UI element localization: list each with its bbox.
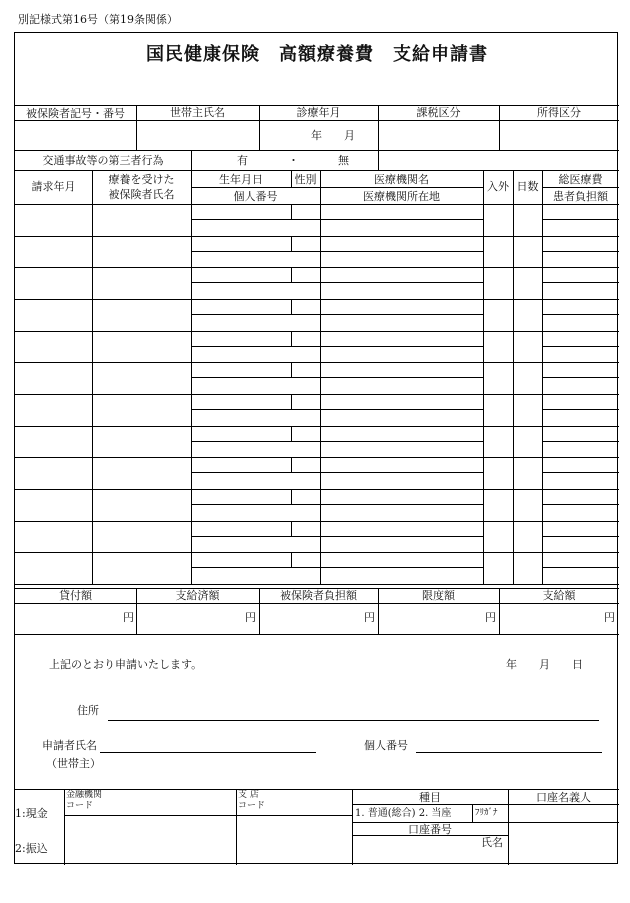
claim-month-cell[interactable] [15, 553, 91, 583]
patient-burden-cell[interactable] [543, 410, 618, 424]
total-cost-header: 総医療費 [558, 173, 603, 186]
birth-date-cell[interactable] [192, 363, 290, 376]
total-cost-cell[interactable] [543, 268, 618, 281]
patient-burden-cell[interactable] [543, 568, 618, 582]
account-type-label: 種目 [419, 791, 441, 804]
in-out-cell[interactable] [484, 395, 512, 425]
personal-number-cell[interactable] [192, 442, 319, 456]
claim-month-cell[interactable] [15, 363, 91, 393]
claim-month-cell[interactable] [15, 268, 91, 298]
tax-category-field[interactable] [379, 121, 499, 150]
institution-address-cell[interactable] [321, 252, 482, 266]
in-out-cell[interactable] [484, 553, 512, 583]
birth-date-cell[interactable] [192, 237, 290, 250]
institution-address-header: 医療機関所在地 [363, 190, 440, 203]
declaration-text: 上記のとおり申請いたします。 [49, 658, 203, 671]
institution-address-cell[interactable] [321, 220, 482, 234]
patient-name-cell[interactable] [93, 522, 190, 552]
patient-burden-cell[interactable] [543, 347, 618, 361]
days-cell[interactable] [514, 522, 541, 552]
patient-burden-cell[interactable] [543, 537, 618, 551]
birth-date-cell[interactable] [192, 522, 290, 535]
third-party-label: 交通事故等の第三者行為 [42, 154, 164, 167]
personal-number-cell[interactable] [192, 568, 319, 582]
branch-code-label-line1: 支 店 [238, 790, 259, 800]
patient-name-cell[interactable] [93, 205, 190, 235]
transfer-option[interactable]: 2:振込 [15, 842, 48, 855]
limit-amount-label: 限度額 [422, 589, 455, 602]
patient-burden-header: 患者負担額 [553, 190, 608, 203]
third-party-separator: ・ [288, 154, 299, 167]
in-out-header: 入外 [487, 180, 509, 193]
in-out-cell[interactable] [484, 363, 512, 393]
birth-date-header: 生年月日 [219, 173, 263, 186]
patient-name-header-line2: 被保険者氏名 [108, 188, 175, 201]
days-header: 日数 [516, 180, 539, 193]
form-title: 国民健康保険 高額療養費 支給申請書 [146, 44, 488, 65]
days-cell[interactable] [514, 427, 541, 457]
gender-cell[interactable] [292, 205, 319, 218]
days-cell[interactable] [514, 332, 541, 362]
patient-name-cell[interactable] [93, 427, 190, 457]
document-form-number: 別記様式第16号（第19条関係） [18, 13, 178, 26]
in-out-cell[interactable] [484, 205, 512, 235]
income-category-label: 所得区分 [537, 106, 581, 119]
in-out-cell[interactable] [484, 300, 512, 330]
paid-yen-unit[interactable]: 円 [245, 611, 256, 624]
personal-number-cell[interactable] [192, 537, 319, 551]
gender-header: 性別 [294, 173, 317, 186]
personal-number-cell[interactable] [192, 315, 319, 329]
in-out-cell[interactable] [484, 522, 512, 552]
account-number-label: 口座番号 [408, 823, 452, 836]
institution-address-cell[interactable] [321, 505, 482, 519]
birth-date-cell[interactable] [192, 205, 290, 218]
branch-code-label-line2: コード [238, 801, 266, 811]
claim-month-cell[interactable] [15, 522, 91, 552]
insured-number-field[interactable] [15, 121, 136, 150]
gender-cell[interactable] [292, 395, 319, 408]
total-cost-cell[interactable] [543, 363, 618, 376]
patient-name-cell[interactable] [93, 268, 190, 298]
personal-number-cell[interactable] [192, 283, 319, 297]
total-cost-cell[interactable] [543, 300, 618, 313]
institution-address-cell[interactable] [321, 378, 482, 392]
in-out-cell[interactable] [484, 237, 512, 267]
account-holder-label: 口座名義人 [536, 791, 591, 804]
total-cost-cell[interactable] [543, 458, 618, 471]
total-cost-cell[interactable] [543, 427, 618, 440]
gender-cell[interactable] [292, 268, 319, 281]
patient-name-cell[interactable] [93, 332, 190, 362]
third-party-no-option[interactable]: 無 [338, 154, 349, 167]
address-label: 住所 [77, 704, 99, 717]
furigana-label: ﾌﾘｶﾞﾅ [475, 808, 498, 818]
personal-number-cell[interactable] [192, 252, 319, 266]
personal-number-cell[interactable] [192, 410, 319, 424]
paid-amount-label: 支給済額 [175, 589, 220, 602]
claim-month-cell[interactable] [15, 490, 91, 520]
gender-cell[interactable] [292, 332, 319, 345]
bank-code-label-line2: コード [66, 801, 94, 811]
personal-number-cell[interactable] [192, 347, 319, 361]
total-cost-cell[interactable] [543, 490, 618, 503]
institution-name-cell[interactable] [321, 363, 482, 376]
patient-burden-cell[interactable] [543, 473, 618, 487]
applicant-name-input-line[interactable] [100, 752, 316, 753]
patient-name-cell[interactable] [93, 458, 190, 488]
total-cost-cell[interactable] [543, 395, 618, 408]
branch-code-field[interactable] [270, 790, 351, 814]
household-head-field[interactable] [137, 121, 259, 150]
account-type-options[interactable]: 1. 普通(総合) 2. 当座 [355, 808, 452, 819]
days-cell[interactable] [514, 458, 541, 488]
birth-date-cell[interactable] [192, 332, 290, 345]
claim-month-cell[interactable] [15, 300, 91, 330]
claim-month-cell[interactable] [15, 237, 91, 267]
total-cost-cell[interactable] [543, 332, 618, 345]
insured-burden-yen-unit[interactable]: 円 [364, 611, 375, 624]
institution-address-cell[interactable] [321, 315, 482, 329]
institution-name-cell[interactable] [321, 300, 482, 313]
institution-name-header: 医療機関名 [374, 173, 429, 186]
furigana-field[interactable] [509, 805, 618, 821]
in-out-cell[interactable] [484, 427, 512, 457]
personal-number-cell[interactable] [192, 473, 319, 487]
holder-name-label: 氏名 [481, 836, 503, 849]
institution-name-cell[interactable] [321, 237, 482, 250]
claim-month-cell[interactable] [15, 395, 91, 425]
tax-category-label: 課税区分 [416, 106, 461, 119]
household-head-label: 世帯主氏名 [170, 106, 225, 119]
claim-month-cell[interactable] [15, 458, 91, 488]
treatment-month-label: 診療年月 [296, 106, 341, 119]
institution-name-cell[interactable] [321, 490, 482, 503]
applicant-personal-number-label: 個人番号 [364, 739, 408, 752]
total-cost-cell[interactable] [543, 237, 618, 250]
birth-date-cell[interactable] [192, 268, 290, 281]
birth-date-cell[interactable] [192, 553, 290, 566]
institution-name-cell[interactable] [321, 205, 482, 218]
income-category-field[interactable] [500, 121, 619, 150]
patient-name-cell[interactable] [93, 300, 190, 330]
patient-name-header-line1: 療養を受けた [108, 173, 175, 186]
patient-burden-cell[interactable] [543, 378, 618, 392]
gender-cell[interactable] [292, 490, 319, 503]
patient-name-cell[interactable] [93, 395, 190, 425]
total-cost-cell[interactable] [543, 205, 618, 218]
patient-burden-cell[interactable] [543, 315, 618, 329]
institution-address-cell[interactable] [321, 283, 482, 297]
gender-cell[interactable] [292, 553, 319, 566]
insured-number-label: 被保険者記号・番号 [26, 107, 125, 120]
patient-burden-cell[interactable] [543, 505, 618, 519]
personal-number-header: 個人番号 [233, 190, 278, 203]
insured-burden-label: 被保険者負担額 [280, 589, 357, 602]
birth-date-cell[interactable] [192, 395, 290, 408]
in-out-cell[interactable] [484, 332, 512, 362]
personal-number-cell[interactable] [192, 505, 319, 519]
loan-amount-label: 貸付額 [59, 589, 92, 602]
birth-date-cell[interactable] [192, 427, 290, 440]
patient-name-cell[interactable] [93, 363, 190, 393]
cash-option[interactable]: 1:現金 [15, 807, 48, 820]
applicant-name-label: 申請者氏名 [42, 739, 97, 752]
institution-address-cell[interactable] [321, 347, 482, 361]
institution-address-cell[interactable] [321, 473, 482, 487]
institution-name-cell[interactable] [321, 458, 482, 471]
claim-month-cell[interactable] [15, 205, 91, 235]
gender-cell[interactable] [292, 363, 319, 376]
personal-number-cell[interactable] [192, 378, 319, 392]
institution-name-cell[interactable] [321, 268, 482, 281]
birth-date-cell[interactable] [192, 300, 290, 313]
institution-address-cell[interactable] [321, 537, 482, 551]
institution-address-cell[interactable] [321, 568, 482, 582]
year-month-field[interactable]: 年 月 [311, 129, 355, 142]
holder-name-field[interactable] [509, 823, 618, 864]
in-out-cell[interactable] [484, 458, 512, 488]
patient-burden-cell[interactable] [543, 442, 618, 456]
patient-name-cell[interactable] [93, 553, 190, 583]
days-cell[interactable] [514, 300, 541, 330]
days-cell[interactable] [514, 395, 541, 425]
patient-name-cell[interactable] [93, 237, 190, 267]
institution-name-cell[interactable] [321, 553, 482, 566]
institution-name-cell[interactable] [321, 395, 482, 408]
days-cell[interactable] [514, 490, 541, 520]
patient-burden-cell[interactable] [543, 220, 618, 234]
gender-cell[interactable] [292, 300, 319, 313]
gender-cell[interactable] [292, 427, 319, 440]
institution-address-cell[interactable] [321, 442, 482, 456]
days-cell[interactable] [514, 268, 541, 298]
application-date-field[interactable]: 年 月 日 [506, 658, 583, 671]
institution-name-cell[interactable] [321, 522, 482, 535]
bank-code-field[interactable] [106, 790, 235, 814]
birth-date-cell[interactable] [192, 458, 290, 471]
payment-amount-label: 支給額 [542, 589, 576, 602]
total-cost-cell[interactable] [543, 522, 618, 535]
loan-yen-unit[interactable]: 円 [123, 611, 134, 624]
in-out-cell[interactable] [484, 268, 512, 298]
applicant-personal-number-input-line[interactable] [416, 752, 602, 753]
limit-yen-unit[interactable]: 円 [485, 611, 496, 624]
days-cell[interactable] [514, 205, 541, 235]
patient-name-cell[interactable] [93, 490, 190, 520]
personal-number-cell[interactable] [192, 220, 319, 234]
gender-cell[interactable] [292, 522, 319, 535]
payment-yen-unit[interactable]: 円 [604, 611, 615, 624]
address-input-line[interactable] [108, 720, 599, 721]
third-party-yes-option[interactable]: 有 [237, 154, 248, 167]
total-cost-cell[interactable] [543, 553, 618, 566]
institution-name-cell[interactable] [321, 332, 482, 345]
institution-name-cell[interactable] [321, 427, 482, 440]
days-cell[interactable] [514, 553, 541, 583]
bank-code-label-line1: 金融機関 [66, 790, 103, 800]
application-form [14, 32, 618, 864]
birth-date-cell[interactable] [192, 490, 290, 503]
claim-month-cell[interactable] [15, 427, 91, 457]
household-head-note: （世帯主） [46, 757, 101, 770]
days-cell[interactable] [514, 363, 541, 393]
days-cell[interactable] [514, 237, 541, 267]
claim-month-cell[interactable] [15, 332, 91, 362]
patient-burden-cell[interactable] [543, 252, 618, 266]
institution-address-cell[interactable] [321, 410, 482, 424]
patient-burden-cell[interactable] [543, 283, 618, 297]
gender-cell[interactable] [292, 237, 319, 250]
in-out-cell[interactable] [484, 490, 512, 520]
gender-cell[interactable] [292, 458, 319, 471]
claim-month-header: 請求年月 [31, 180, 76, 193]
